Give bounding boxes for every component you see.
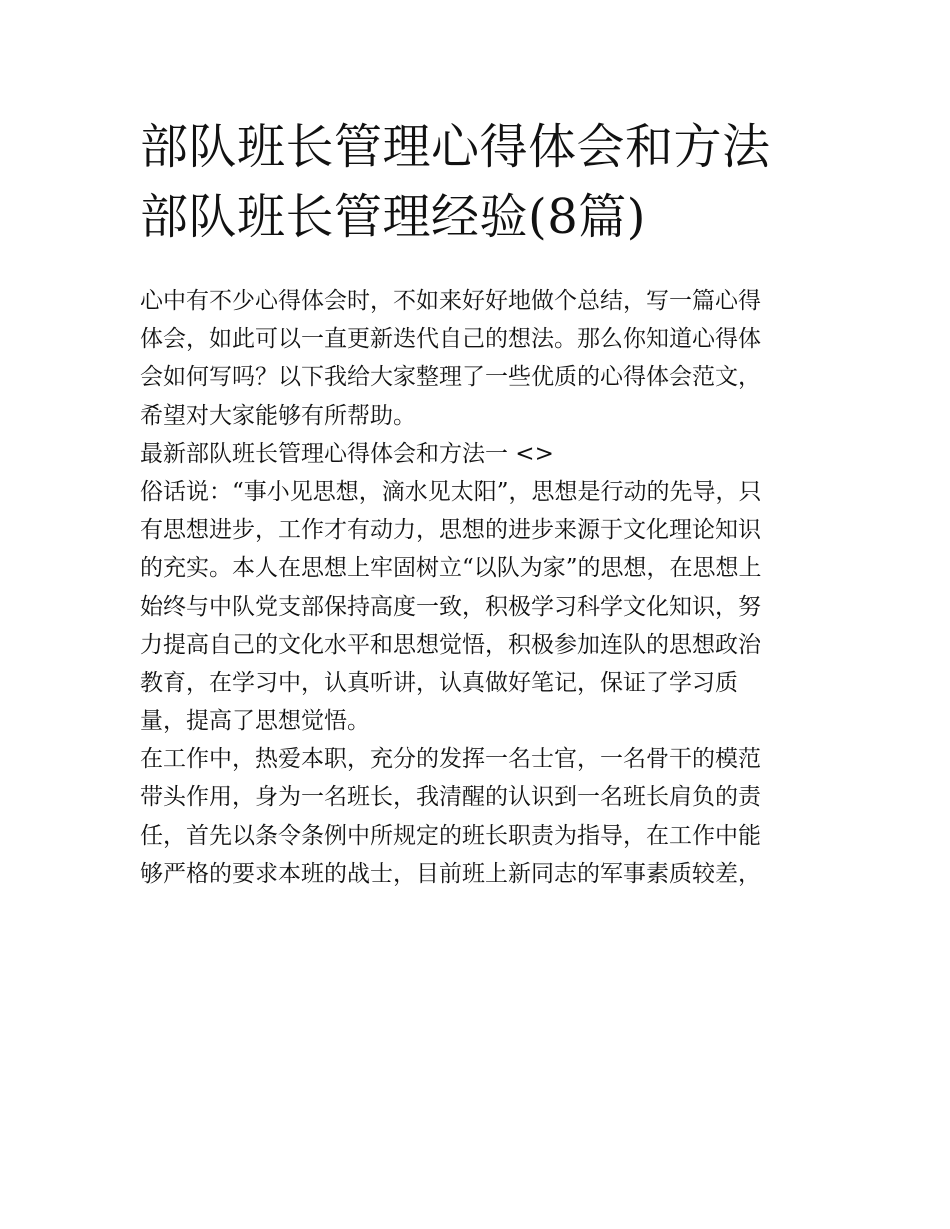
text-line: 体会，如此可以一直更新迭代自己的想法。那么你知道心得体: [140, 326, 761, 353]
text-line: 力提高自己的文化水平和思想觉悟，积极参加连队的思想政治: [140, 631, 761, 658]
text-line: 始终与中队党支部保持高度一致，积极学习科学文化知识，努: [140, 593, 761, 620]
text-line: 有思想进步，工作才有动力，思想的进步来源于文化理论知识: [140, 517, 761, 544]
intro-paragraph: [140, 282, 820, 435]
text-line: 俗话说：“事小见思想，滴水见太阳”，思想是行动的先导，只: [140, 478, 762, 505]
text-line: 教育，在学习中，认真听讲，认真做好笔记，保证了学习质: [140, 669, 738, 696]
text-line: 的充实。本人在思想上牢固树立“以队为家”的思想，在思想上: [140, 555, 762, 582]
text-line: 带头作用，身为一名班长，我清醒的认识到一名班长肩负的责: [140, 784, 761, 811]
paragraph-2: [140, 740, 820, 893]
text-line: 希望对大家能够有所帮助。: [140, 402, 416, 429]
text-line: 会如何写吗？以下我给大家整理了一些优质的心得体会范文，: [140, 364, 761, 391]
section-heading: [140, 435, 820, 473]
title-line-1: 部队班长管理心得体会和方法: [140, 119, 771, 175]
text-line: 心中有不少心得体会时，不如来好好地做个总结，写一篇心得: [140, 288, 761, 314]
title-line-2: 部队班长管理经验(8篇): [140, 189, 646, 245]
section-heading-text: 最新部队班长管理心得体会和方法一 <>: [140, 440, 554, 467]
document-body: [140, 282, 820, 893]
text-line: 量，提高了思想觉悟。: [140, 708, 370, 735]
text-line: 在工作中，热爱本职，充分的发挥一名士官，一名骨干的模范: [140, 746, 761, 773]
document-title: [140, 112, 840, 252]
text-line: 任，首先以条令条例中所规定的班长职责为指导，在工作中能: [140, 822, 761, 849]
text-line: 够严格的要求本班的战士，目前班上新同志的军事素质较差，: [140, 860, 761, 887]
paragraph-1: [140, 473, 820, 740]
